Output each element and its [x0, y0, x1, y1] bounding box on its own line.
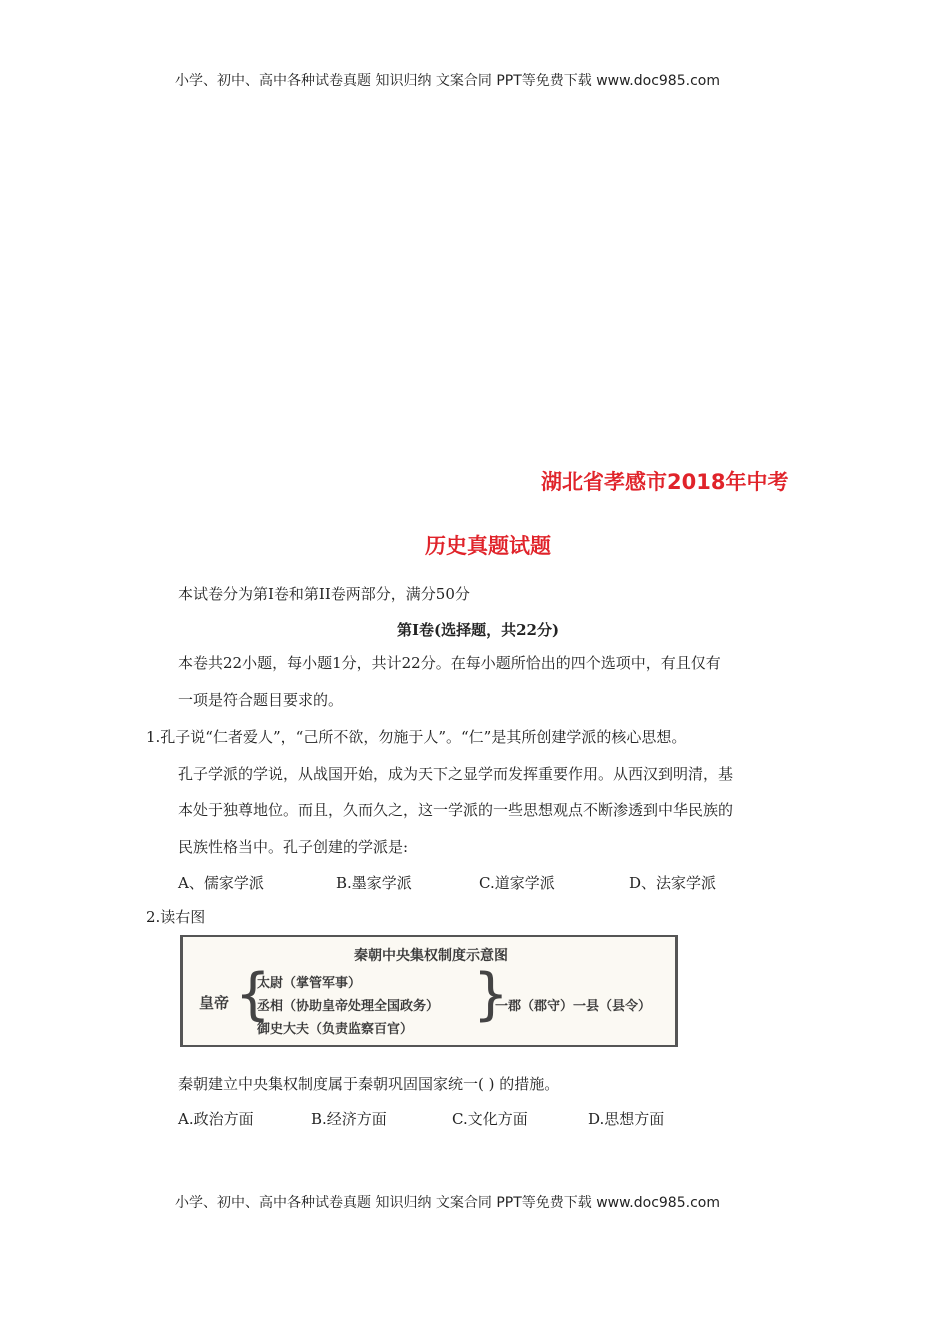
question-1-line-3: 本处于独尊地位。而且，久而久之，这一学派的一些思想观点不断渗透到中华民族的	[178, 801, 734, 819]
qin-centralization-diagram	[180, 935, 678, 1047]
diagram-official-1: 太尉（掌管军事）	[257, 976, 362, 991]
question-2-option-a: A.政治方面	[178, 1110, 254, 1128]
instruction-line-2: 一项是符合题目要求的。	[178, 691, 344, 709]
question-2-option-c: C.文化方面	[452, 1110, 528, 1128]
question-1-line-4: 民族性格当中。孔子创建的学派是:	[178, 838, 409, 856]
section-title: 第Ⅰ卷(选择题，共22分)	[397, 621, 560, 639]
left-brace-icon: {	[235, 962, 271, 1027]
question-1-option-a: A、儒家学派	[178, 874, 264, 892]
diagram-chain: 一郡（郡守）一县（县令）	[495, 999, 652, 1014]
question-2-stem: 秦朝建立中央集权制度属于秦朝巩固国家统一( ) 的措施。	[178, 1075, 560, 1093]
question-2-option-d: D.思想方面	[588, 1110, 665, 1128]
title-line-1: 湖北省孝感市2018年中考	[541, 470, 789, 494]
instruction-line-1: 本卷共22小题，每小题1分，共计22分。在每小题所恰出的四个选项中，有且仅有	[178, 654, 721, 672]
diagram-official-2: 丞相（协助皇帝处理全国政务）	[257, 999, 440, 1014]
paper-note: 本试卷分为第Ⅰ卷和第II卷两部分，满分50分	[178, 585, 470, 603]
question-1-option-d: D、法家学派	[629, 874, 717, 892]
question-1-option-c: C.道家学派	[479, 874, 555, 892]
right-brace-icon: }	[473, 962, 509, 1027]
question-1-line-1: 1.孔子说“仁者爱人”，“己所不欲，勿施于人”。“仁”是其所创建学派的核心思想。	[146, 728, 687, 746]
diagram-official-3: 御史大夫（负责监察百官）	[257, 1022, 414, 1037]
title-line-2: 历史真题试题	[425, 534, 551, 558]
page-header: 小学、初中、高中各种试卷真题 知识归纳 文案合同 PPT等免费下载 www.doc985.com	[175, 73, 720, 89]
page-footer: 小学、初中、高中各种试卷真题 知识归纳 文案合同 PPT等免费下载 www.doc985.com	[175, 1195, 720, 1211]
question-2-line-1: 2.读右图	[146, 908, 206, 926]
question-2-option-b: B.经济方面	[311, 1110, 387, 1128]
question-1-line-2: 孔子学派的学说，从战国开始，成为天下之显学而发挥重要作用。从西汉到明清，基	[178, 765, 734, 783]
diagram-title: 秦朝中央集权制度示意图	[354, 948, 508, 964]
question-1-option-b: B.墨家学派	[336, 874, 412, 892]
diagram-emperor: 皇帝	[199, 994, 230, 1012]
